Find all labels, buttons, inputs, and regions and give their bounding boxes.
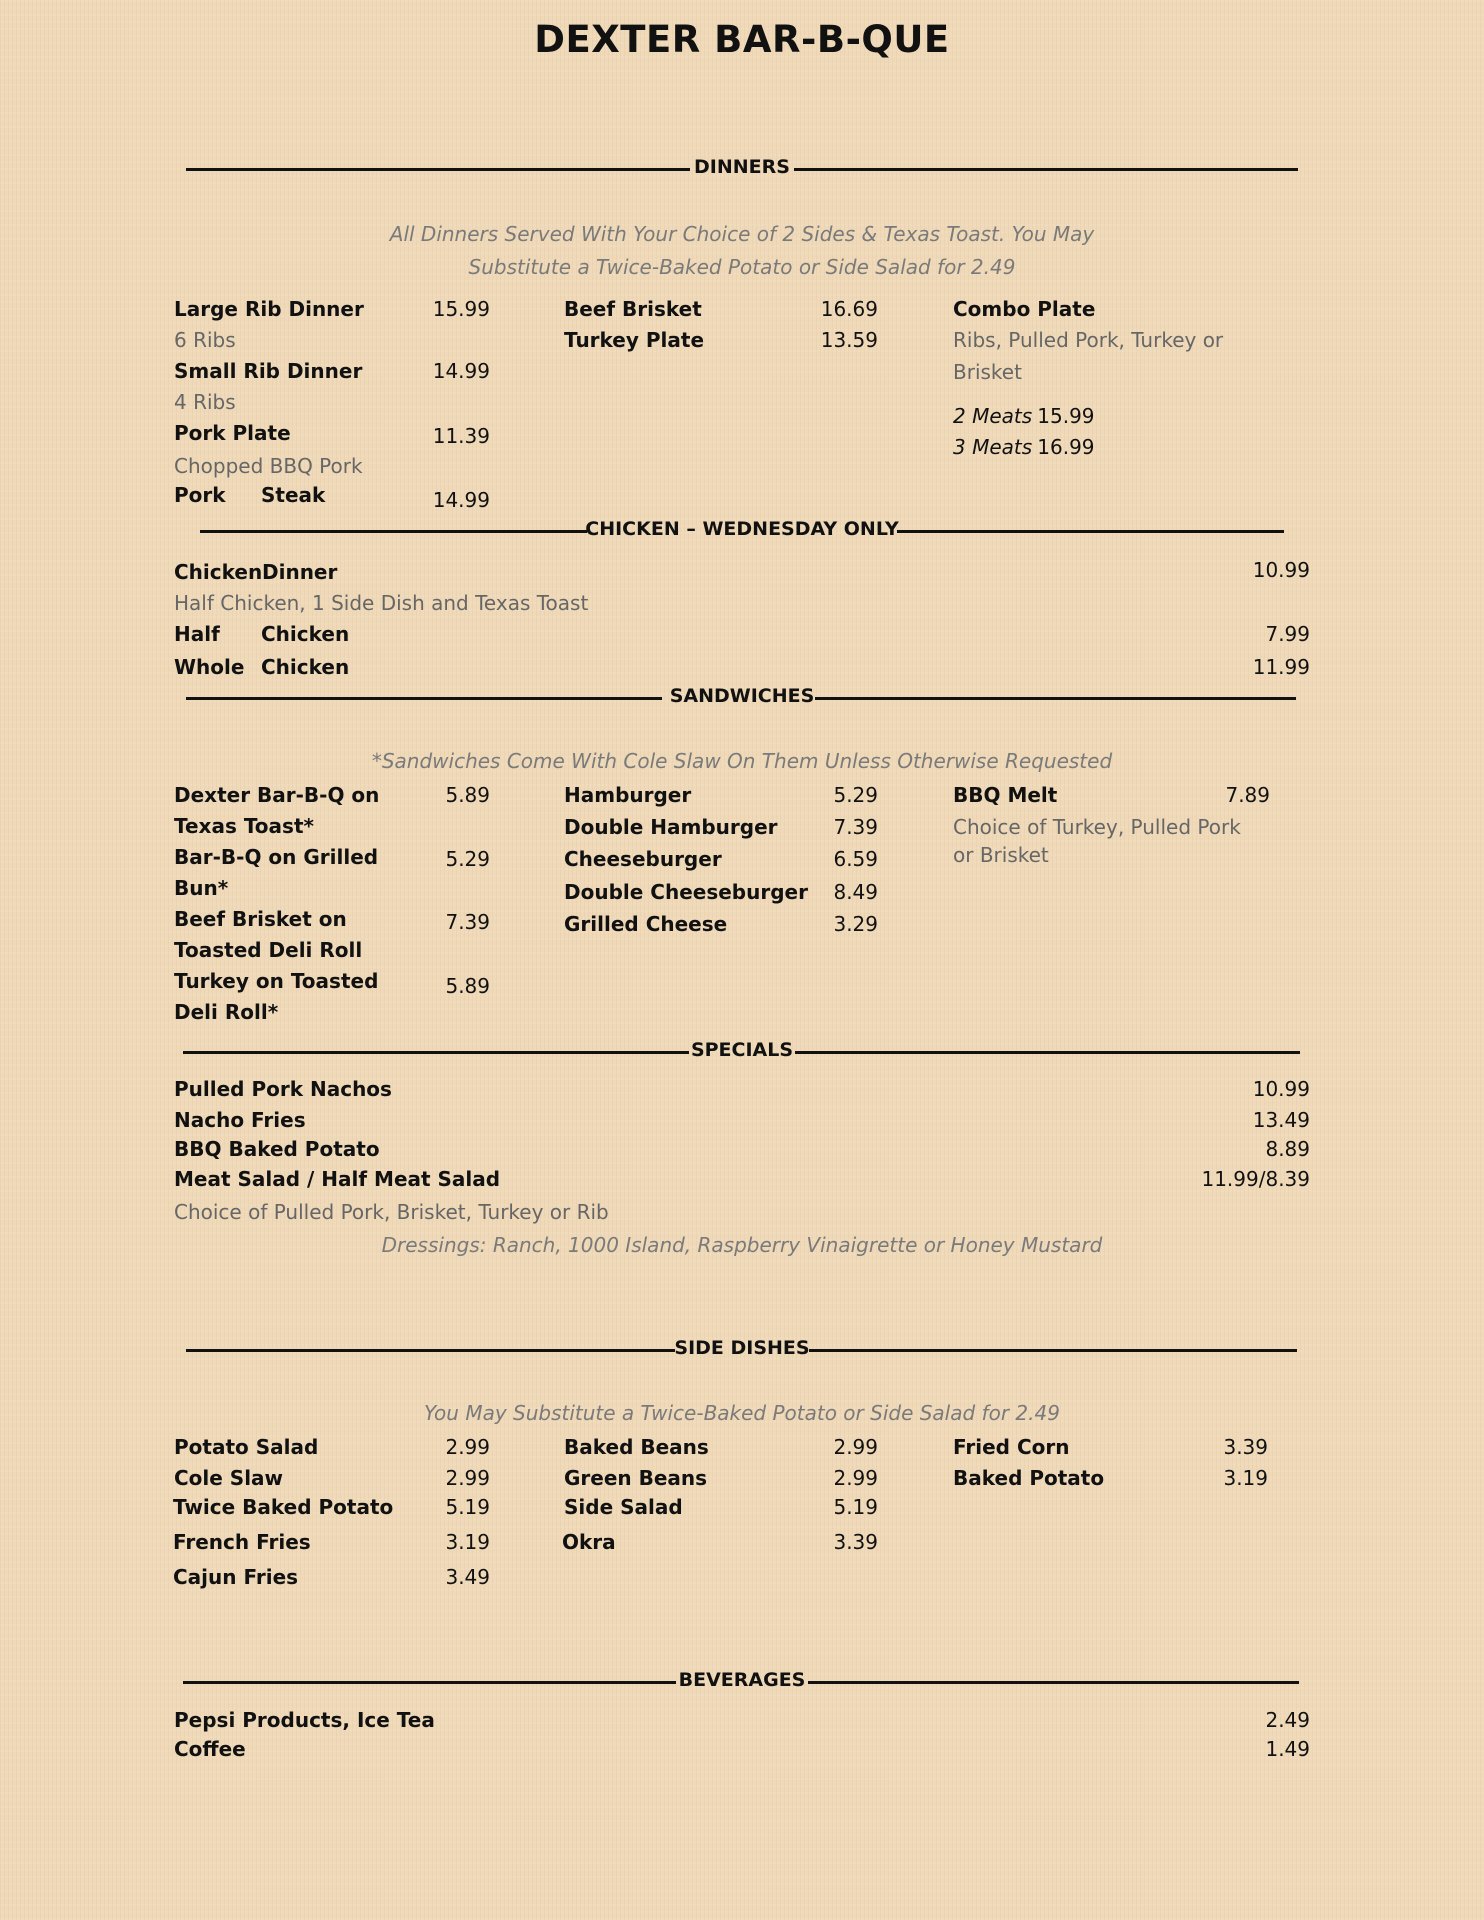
- half-chicken-name-2: Chicken: [261, 622, 350, 646]
- sandwich-3-line-2: Toasted Deli Roll: [174, 938, 363, 962]
- pork-steak-name-1: Pork: [174, 483, 226, 507]
- sandwich-2-price: 5.29: [445, 847, 490, 871]
- beverage-2-price: 1.49: [1265, 1737, 1310, 1761]
- combo-three-meats-price: 16.99: [1037, 435, 1095, 459]
- sandwich-1-line-1: Dexter Bar-B-Q on: [174, 783, 380, 807]
- pork-steak-price: 14.99: [432, 488, 490, 512]
- section-header-sides: [0, 1335, 1484, 1365]
- side-cole-slaw-name: Cole Slaw: [174, 1466, 284, 1490]
- side-cole-slaw-price: 2.99: [445, 1466, 490, 1490]
- section-header-sandwiches: [0, 683, 1484, 713]
- sandwich-2-line-1: Bar-B-Q on Grilled: [174, 845, 379, 869]
- side-baked-beans-name: Baked Beans: [564, 1435, 709, 1459]
- section-title-dinners: DINNERS: [694, 156, 790, 178]
- sandwich-3-price: 7.39: [445, 910, 490, 934]
- sandwich-4-price: 5.89: [445, 974, 490, 998]
- whole-chicken-name-1: Whole: [174, 655, 245, 679]
- special-1-price: 10.99: [1252, 1077, 1310, 1101]
- combo-three-meats-label: 3 Meats: [953, 435, 1033, 459]
- small-rib-dinner-name: Small Rib Dinner: [174, 359, 363, 383]
- small-rib-dinner-price: 14.99: [432, 359, 490, 383]
- sandwich-3-line-1: Beef Brisket on: [174, 907, 347, 931]
- chicken-dinner-name-2: Dinner: [262, 560, 338, 584]
- pork-plate-name: Pork Plate: [174, 421, 291, 445]
- bbq-melt-price: 7.89: [1225, 783, 1270, 807]
- side-twice-baked-potato-price: 5.19: [445, 1495, 490, 1519]
- section-header-beverages: [0, 1667, 1484, 1697]
- pork-plate-desc: Chopped BBQ Pork: [174, 454, 363, 478]
- special-1-name: Pulled Pork Nachos: [174, 1077, 392, 1101]
- combo-plate-desc-2: Brisket: [953, 360, 1022, 384]
- half-chicken-price: 7.99: [1265, 622, 1310, 646]
- specials-desc: Choice of Pulled Pork, Brisket, Turkey or Rib: [174, 1200, 609, 1224]
- beverage-1-price: 2.49: [1265, 1708, 1310, 1732]
- side-okra-price: 3.39: [833, 1530, 878, 1554]
- large-rib-dinner-name: Large Rib Dinner: [174, 297, 364, 321]
- sandwich-1-line-2: Texas Toast*: [174, 814, 314, 838]
- bbq-melt-desc-1: Choice of Turkey, Pulled Pork: [953, 815, 1241, 839]
- specials-dressings: Dressings: Ranch, 1000 Island, Raspberry Vinaigrette or Honey Mustard: [381, 1233, 1103, 1257]
- turkey-plate-price: 13.59: [820, 328, 878, 352]
- side-green-beans-price: 2.99: [833, 1466, 878, 1490]
- dinners-note-line2: Substitute a Twice-Baked Potato or Side Salad for 2.49: [468, 255, 1016, 279]
- sandwich-grilled-cheese-price: 3.29: [833, 912, 878, 936]
- sandwich-cheeseburger-price: 6.59: [833, 847, 878, 871]
- dinners-note-line1: All Dinners Served With Your Choice of 2 Sides & Texas Toast. You May: [389, 222, 1095, 246]
- beverage-1-name: Pepsi Products, Ice Tea: [174, 1708, 435, 1732]
- sandwich-grilled-cheese-name: Grilled Cheese: [564, 912, 728, 936]
- beef-brisket-price: 16.69: [820, 297, 878, 321]
- side-french-fries-name: French Fries: [173, 1530, 311, 1554]
- special-4-price: 11.99/8.39: [1201, 1167, 1310, 1191]
- side-okra-name: Okra: [562, 1530, 616, 1554]
- side-cajun-fries-name: Cajun Fries: [173, 1565, 299, 1589]
- special-2-price: 13.49: [1252, 1108, 1310, 1132]
- side-side-salad-name: Side Salad: [564, 1495, 683, 1519]
- side-french-fries-price: 3.19: [445, 1530, 490, 1554]
- special-3-price: 8.89: [1265, 1137, 1310, 1161]
- side-potato-salad-price: 2.99: [445, 1435, 490, 1459]
- sandwich-hamburger-name: Hamburger: [564, 783, 692, 807]
- section-header-specials: [0, 1037, 1484, 1067]
- side-baked-beans-price: 2.99: [833, 1435, 878, 1459]
- large-rib-dinner-desc: 6 Ribs: [174, 328, 236, 352]
- side-fried-corn-name: Fried Corn: [953, 1435, 1070, 1459]
- sandwich-4-line-1: Turkey on Toasted: [174, 969, 379, 993]
- side-twice-baked-potato-name: Twice Baked Potato: [173, 1495, 394, 1519]
- section-title-sides: SIDE DISHES: [674, 1337, 810, 1359]
- turkey-plate-name: Turkey Plate: [564, 328, 705, 352]
- chicken-dinner-name-1: Chicken: [174, 560, 263, 584]
- sandwiches-note: *Sandwiches Come With Cole Slaw On Them Unless Otherwise Requested: [371, 749, 1113, 773]
- side-baked-potato-price: 3.19: [1223, 1466, 1268, 1490]
- section-title-beverages: BEVERAGES: [678, 1669, 806, 1691]
- combo-two-meats-price: 15.99: [1037, 404, 1095, 428]
- side-potato-salad-name: Potato Salad: [174, 1435, 319, 1459]
- chicken-dinner-desc: Half Chicken, 1 Side Dish and Texas Toast: [174, 591, 589, 615]
- section-title-chicken: CHICKEN – WEDNESDAY ONLY: [585, 518, 899, 540]
- sandwich-double-hamburger-name: Double Hamburger: [564, 815, 778, 839]
- side-green-beans-name: Green Beans: [564, 1466, 708, 1490]
- half-chicken-name-1: Half: [174, 622, 220, 646]
- side-fried-corn-price: 3.39: [1223, 1435, 1268, 1459]
- side-baked-potato-name: Baked Potato: [953, 1466, 1105, 1490]
- combo-three-meats: [953, 435, 1095, 459]
- whole-chicken-name-2: Chicken: [261, 655, 350, 679]
- special-2-name: Nacho Fries: [174, 1108, 306, 1132]
- chicken-dinner-price: 10.99: [1252, 558, 1310, 582]
- sandwich-double-hamburger-price: 7.39: [833, 815, 878, 839]
- section-header-dinners: [0, 154, 1484, 184]
- pork-steak-name-2: Steak: [261, 483, 326, 507]
- pork-plate-price: 11.39: [432, 424, 490, 448]
- sandwich-double-cheeseburger-price: 8.49: [833, 880, 878, 904]
- side-cajun-fries-price: 3.49: [445, 1565, 490, 1589]
- small-rib-dinner-desc: 4 Ribs: [174, 390, 236, 414]
- combo-two-meats: [953, 404, 1095, 428]
- sandwich-hamburger-price: 5.29: [833, 783, 878, 807]
- bbq-melt-name: BBQ Melt: [953, 783, 1058, 807]
- sandwich-double-cheeseburger-name: Double Cheeseburger: [564, 880, 808, 904]
- combo-plate-name: Combo Plate: [953, 297, 1096, 321]
- combo-two-meats-label: 2 Meats: [953, 404, 1033, 428]
- section-title-sandwiches: SANDWICHES: [669, 685, 815, 707]
- whole-chicken-price: 11.99: [1252, 655, 1310, 679]
- bbq-melt-desc-2: or Brisket: [953, 843, 1049, 867]
- large-rib-dinner-price: 15.99: [432, 297, 490, 321]
- sandwich-2-line-2: Bun*: [174, 876, 229, 900]
- side-side-salad-price: 5.19: [833, 1495, 878, 1519]
- beverage-2-name: Coffee: [174, 1737, 246, 1761]
- beef-brisket-name: Beef Brisket: [564, 297, 702, 321]
- combo-plate-desc-1: Ribs, Pulled Pork, Turkey or: [953, 328, 1224, 352]
- special-4-name: Meat Salad / Half Meat Salad: [174, 1167, 501, 1191]
- sandwich-cheeseburger-name: Cheeseburger: [564, 847, 722, 871]
- sides-note: You May Substitute a Twice-Baked Potato or Side Salad for 2.49: [424, 1401, 1060, 1425]
- section-header-chicken: [0, 516, 1484, 546]
- sandwich-1-price: 5.89: [445, 783, 490, 807]
- menu-title: DEXTER BAR-B-QUE: [534, 18, 950, 61]
- section-title-specials: SPECIALS: [690, 1039, 794, 1061]
- sandwich-4-line-2: Deli Roll*: [174, 1000, 279, 1024]
- special-3-name: BBQ Baked Potato: [174, 1137, 380, 1161]
